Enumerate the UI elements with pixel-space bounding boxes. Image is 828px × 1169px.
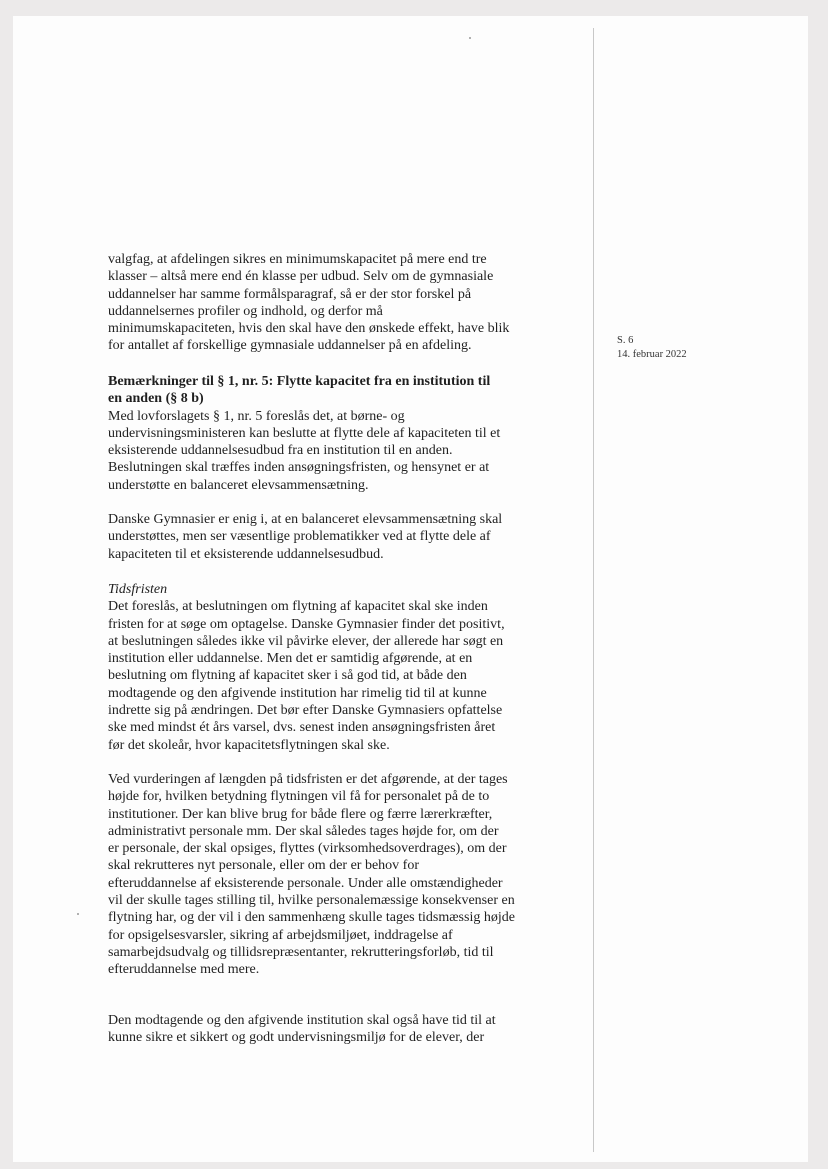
- text-line: uddannelser har samme formålsparagraf, så er der stor forskel på: [108, 286, 472, 302]
- text-line: minimumskapaciteten, hvis den skal have den ønskede effekt, have blik: [108, 321, 510, 337]
- page-meta: [617, 334, 687, 362]
- text-line: understøtte en balanceret elevsammensætning.: [108, 477, 369, 493]
- text-line: valgfag, at afdelingen sikres en minimumskapacitet på mere end tre: [108, 252, 487, 267]
- page-number: S. 6: [617, 335, 634, 346]
- text-line: før det skoleår, hvor kapacitetsflytningen skal ske.: [108, 737, 390, 753]
- paragraph-enig: [108, 511, 584, 563]
- section-tidsfristen: [108, 581, 584, 754]
- text-line: eksisterende uddannelsesudbud fra en institution til en anden.: [108, 443, 453, 459]
- paragraph-minimumskapacitet: [108, 251, 584, 355]
- text-line: institution eller uddannelse. Men det er samtidig afgørende, at en: [108, 651, 473, 667]
- text-line: skal rekrutteres nyt personale, eller om der er behov for: [108, 858, 419, 874]
- text-line: undervisningsministeren kan beslutte at flytte dele af kapaciteten til et: [108, 425, 501, 441]
- text-line: er personale, der skal opsiges, flyttes (virksomhedsoverdrages), om der: [108, 841, 507, 857]
- section-heading: en anden (§ 8 b): [108, 391, 204, 407]
- paragraph-undervisningsmiljo: [108, 1012, 584, 1047]
- text-line: for antallet af forskellige gymnasiale uddannelser på en afdeling.: [108, 338, 472, 354]
- margin-divider-line: [593, 28, 594, 1152]
- text-line: institutioner. Der kan blive brug for både flere og færre lærerkræfter,: [108, 806, 493, 822]
- text-line: kunne sikre et sikkert og godt undervisningsmiljø for de elever, der: [108, 1030, 485, 1046]
- subheading-tidsfristen: Tidsfristen: [108, 582, 168, 597]
- text-line: ske med mindst ét års varsel, dvs. senest inden ansøgningsfristen året: [108, 720, 496, 736]
- section-flytte-kapacitet: [108, 373, 584, 494]
- document-date: 14. februar 2022: [617, 349, 687, 360]
- text-line: Den modtagende og den afgivende institution skal også have tid til at: [108, 1013, 496, 1028]
- text-line: klasser – altså mere end én klasse per udbud. Selv om de gymnasiale: [108, 269, 494, 285]
- text-line: Danske Gymnasier er enig i, at en balanceret elevsammensætning skal: [108, 512, 503, 527]
- text-line: Ved vurderingen af længden på tidsfristen er det afgørende, at der tages: [108, 772, 508, 787]
- text-line: modtagende og den afgivende institution har rimelig tid til at kunne: [108, 685, 487, 701]
- text-line: højde for, hvilken betydning flytningen vil få for personalet på de to: [108, 789, 490, 805]
- text-line: beslutning om flytning af kapacitet sker i så god tid, at både den: [108, 668, 467, 684]
- text-line: for opsigelsesvarsler, sikring af arbejdsmiljøet, inddragelse af: [108, 927, 453, 943]
- text-line: efteruddannelse med mere.: [108, 962, 260, 978]
- text-line: Det foreslås, at beslutningen om flytning af kapacitet skal ske inden: [108, 599, 488, 615]
- scan-speck: [469, 37, 471, 39]
- scan-speck: [77, 913, 79, 915]
- text-line: at beslutningen således ikke vil påvirke elever, der allerede har søgt en: [108, 633, 504, 649]
- text-line: Beslutningen skal træffes inden ansøgningsfristen, og hensynet er at: [108, 460, 490, 476]
- text-line: vil der skulle tages stilling til, hvilke personalemæssige konsekvenser en: [108, 893, 515, 909]
- text-line: Med lovforslagets § 1, nr. 5 foreslås det, at børne- og: [108, 408, 405, 424]
- text-line: understøttes, men ser væsentlige problematikker ved at flytte dele af: [108, 529, 491, 545]
- text-line: fristen for at søge om optagelse. Danske Gymnasier finder det positivt,: [108, 616, 505, 632]
- text-line: uddannelsernes profiler og indhold, og derfor må: [108, 303, 383, 319]
- text-line: flytning har, og der vil i den sammenhæng skulle tages tidsmæssig højde: [108, 910, 515, 926]
- text-line: samarbejdsudvalg og tillidsrepræsentanter, rekrutteringsforløb, tid til: [108, 944, 494, 960]
- section-heading: Bemærkninger til § 1, nr. 5: Flytte kapacitet fra en institution til: [108, 374, 491, 389]
- text-line: administrativt personale mm. Der skal således tages højde for, om der: [108, 823, 499, 839]
- paragraph-personale: [108, 771, 584, 979]
- text-line: indrette sig på ændringen. Det bør efter Danske Gymnasiers opfattelse: [108, 703, 503, 719]
- text-line: kapaciteten til et eksisterende uddannelsesudbud.: [108, 546, 384, 562]
- text-line: efteruddannelse af eksisterende personale. Under alle omstændigheder: [108, 875, 503, 891]
